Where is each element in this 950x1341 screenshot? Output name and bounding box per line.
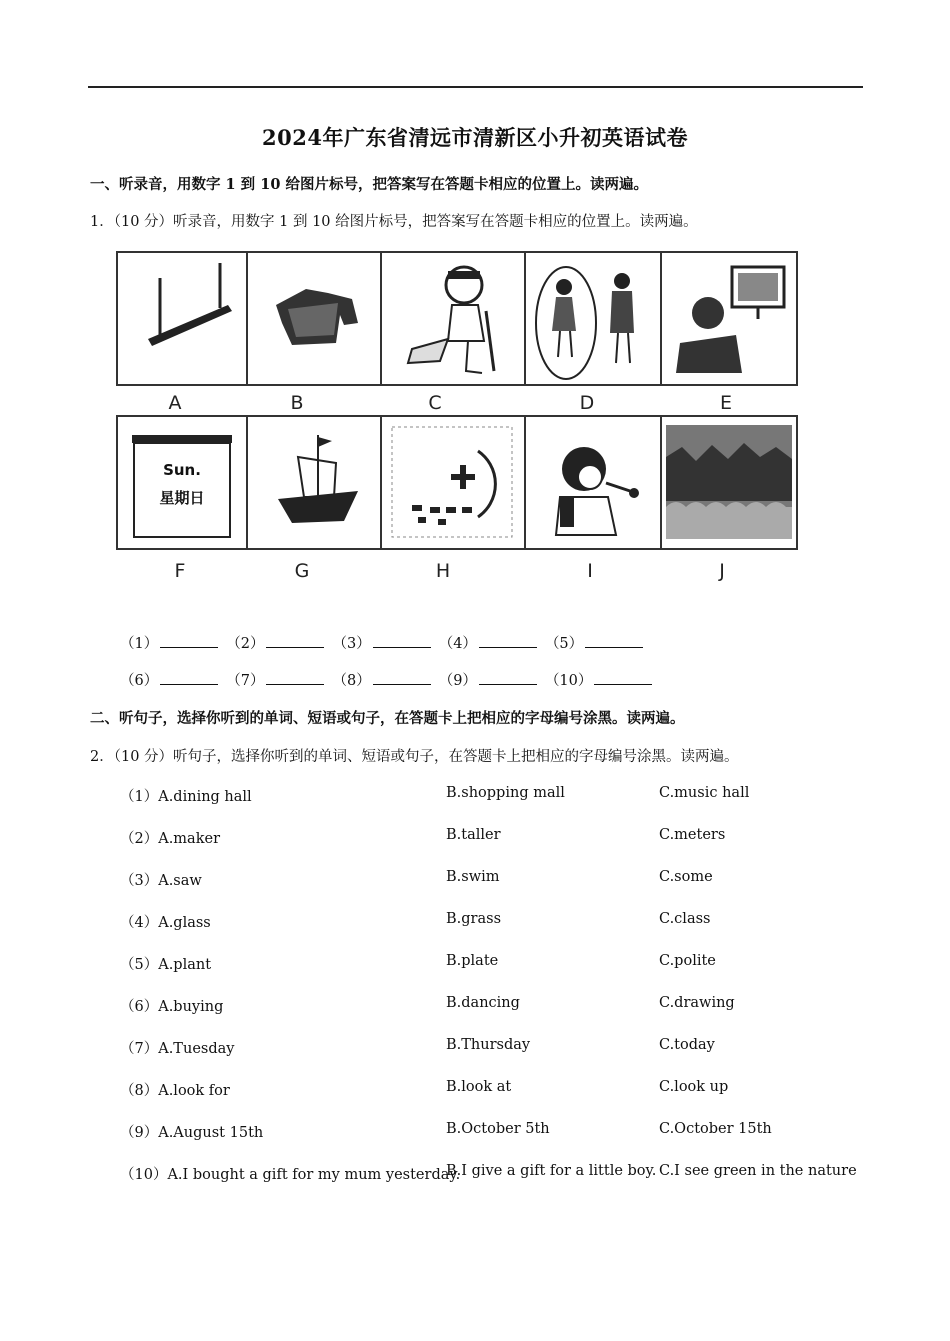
question2-text: 2．（10 分）听句子，选择你听到的单词、短语或句子，在答题卡上把相应的字母编号涂黑。读两遍。 [90,749,739,765]
picture-e-tv-watching [660,251,798,386]
picture-label-e: E [719,392,732,414]
option-row [120,995,865,1017]
option-a[interactable]: （7）A.Tuesday [120,1041,235,1057]
calendar-day-zh: 星期日 [159,489,205,507]
option-b[interactable]: B.plate [446,953,499,969]
picture-label-a: A [168,392,182,414]
option-c[interactable]: C.today [659,1037,715,1053]
picture-label-i: I [587,560,593,582]
option-b[interactable]: B.look at [446,1079,512,1095]
picture-label-g: G [294,560,310,582]
picture-a-ruler [116,251,248,386]
option-a[interactable]: （2）A.maker [120,831,220,847]
answer-label: （1） [120,636,159,652]
picture-f-calendar [116,415,248,550]
answer-blank-9[interactable] [439,669,537,690]
picture-label-j: J [719,560,725,582]
option-c[interactable]: C.music hall [659,785,750,801]
option-a[interactable]: （9）A.August 15th [120,1125,264,1141]
option-a[interactable]: （3）A.saw [120,873,202,889]
option-b[interactable]: B.I give a gift for a little boy. [446,1163,657,1179]
answer-label: （7） [226,673,265,689]
answer-label: （9） [438,673,477,689]
picture-row-2 [116,415,796,550]
picture-g-boat [246,415,382,550]
answer-blank-2[interactable] [226,632,324,653]
option-row [120,1037,865,1059]
option-a[interactable]: （8）A.look for [120,1083,230,1099]
option-b[interactable]: B.Thursday [446,1037,531,1053]
option-c[interactable]: C.meters [659,827,726,843]
option-b[interactable]: B.October 5th [446,1121,550,1137]
option-c[interactable]: C.look up [659,1079,729,1095]
answer-blank-1[interactable] [120,632,218,653]
picture-c-injured-boy [380,251,526,386]
calendar-day-en: Sun. [163,461,201,479]
option-a[interactable]: （1）A.dining hall [120,789,252,805]
answer-blank-6[interactable] [120,669,218,690]
answer-blank-3[interactable] [332,632,430,653]
section2-heading: 二、听句子，选择你听到的单词、短语或句子，在答题卡上把相应的字母编号涂黑。读两遍。 [90,710,685,727]
option-a[interactable]: （10）A.I bought a gift for my mum yesterday. [120,1167,461,1183]
answer-row-2 [120,669,660,690]
picture-label-h: H [435,560,451,582]
option-c[interactable]: C.class [659,911,711,927]
option-row [120,911,865,933]
picture-label-b: B [290,392,304,414]
option-row [120,1163,865,1185]
option-c[interactable]: C.I see green in the nature [659,1163,857,1179]
answer-label: （10） [544,673,593,689]
option-row [120,953,865,975]
answer-label: （3） [332,636,371,652]
option-b[interactable]: B.dancing [446,995,520,1011]
option-c[interactable]: C.some [659,869,713,885]
answer-blank-8[interactable] [332,669,430,690]
option-row [120,827,865,849]
picture-h-hospital [380,415,526,550]
answer-label: （2） [226,636,265,652]
option-row [120,1079,865,1101]
option-b[interactable]: B.taller [446,827,501,843]
picture-label-d: D [579,392,595,414]
header-rule [88,86,863,88]
option-b[interactable]: B.grass [446,911,502,927]
option-c[interactable]: C.drawing [659,995,735,1011]
answer-blank-7[interactable] [226,669,324,690]
option-a[interactable]: （6）A.buying [120,999,224,1015]
option-b[interactable]: B.swim [446,869,500,885]
answer-label: （6） [120,673,159,689]
picture-row-1 [116,251,796,386]
option-row [120,869,865,891]
picture-i-singing [524,415,662,550]
option-row [120,785,865,807]
option-b[interactable]: B.shopping mall [446,785,565,801]
answer-row-1 [120,632,651,653]
answer-blank-10[interactable] [545,669,652,690]
picture-label-f: F [174,560,186,582]
answer-label: （5） [544,636,584,652]
answer-blank-4[interactable] [439,632,537,653]
option-a[interactable]: （5）A.plant [120,957,212,973]
picture-b-clothes [246,251,382,386]
section1-heading: 一、听录音，用数字 1 到 10 给图片标号，把答案写在答题卡相应的位置上。读两遍。 [90,176,648,193]
picture-d-girls [524,251,662,386]
answer-label: （8） [332,673,371,689]
option-c[interactable]: C.polite [659,953,716,969]
answer-blank-5[interactable] [545,632,643,653]
option-row [120,1121,865,1143]
option-a[interactable]: （4）A.glass [120,915,211,931]
option-c[interactable]: C.October 15th [659,1121,772,1137]
answer-label: （4） [438,636,477,652]
picture-j-crowd [660,415,798,550]
page-title: 2024年广东省清远市清新区小升初英语试卷 [262,125,688,150]
picture-label-c: C [428,392,442,414]
question1-text: 1．（10 分）听录音，用数字 1 到 10 给图片标号，把答案写在答题卡相应的位置上。读两遍。 [90,214,698,230]
